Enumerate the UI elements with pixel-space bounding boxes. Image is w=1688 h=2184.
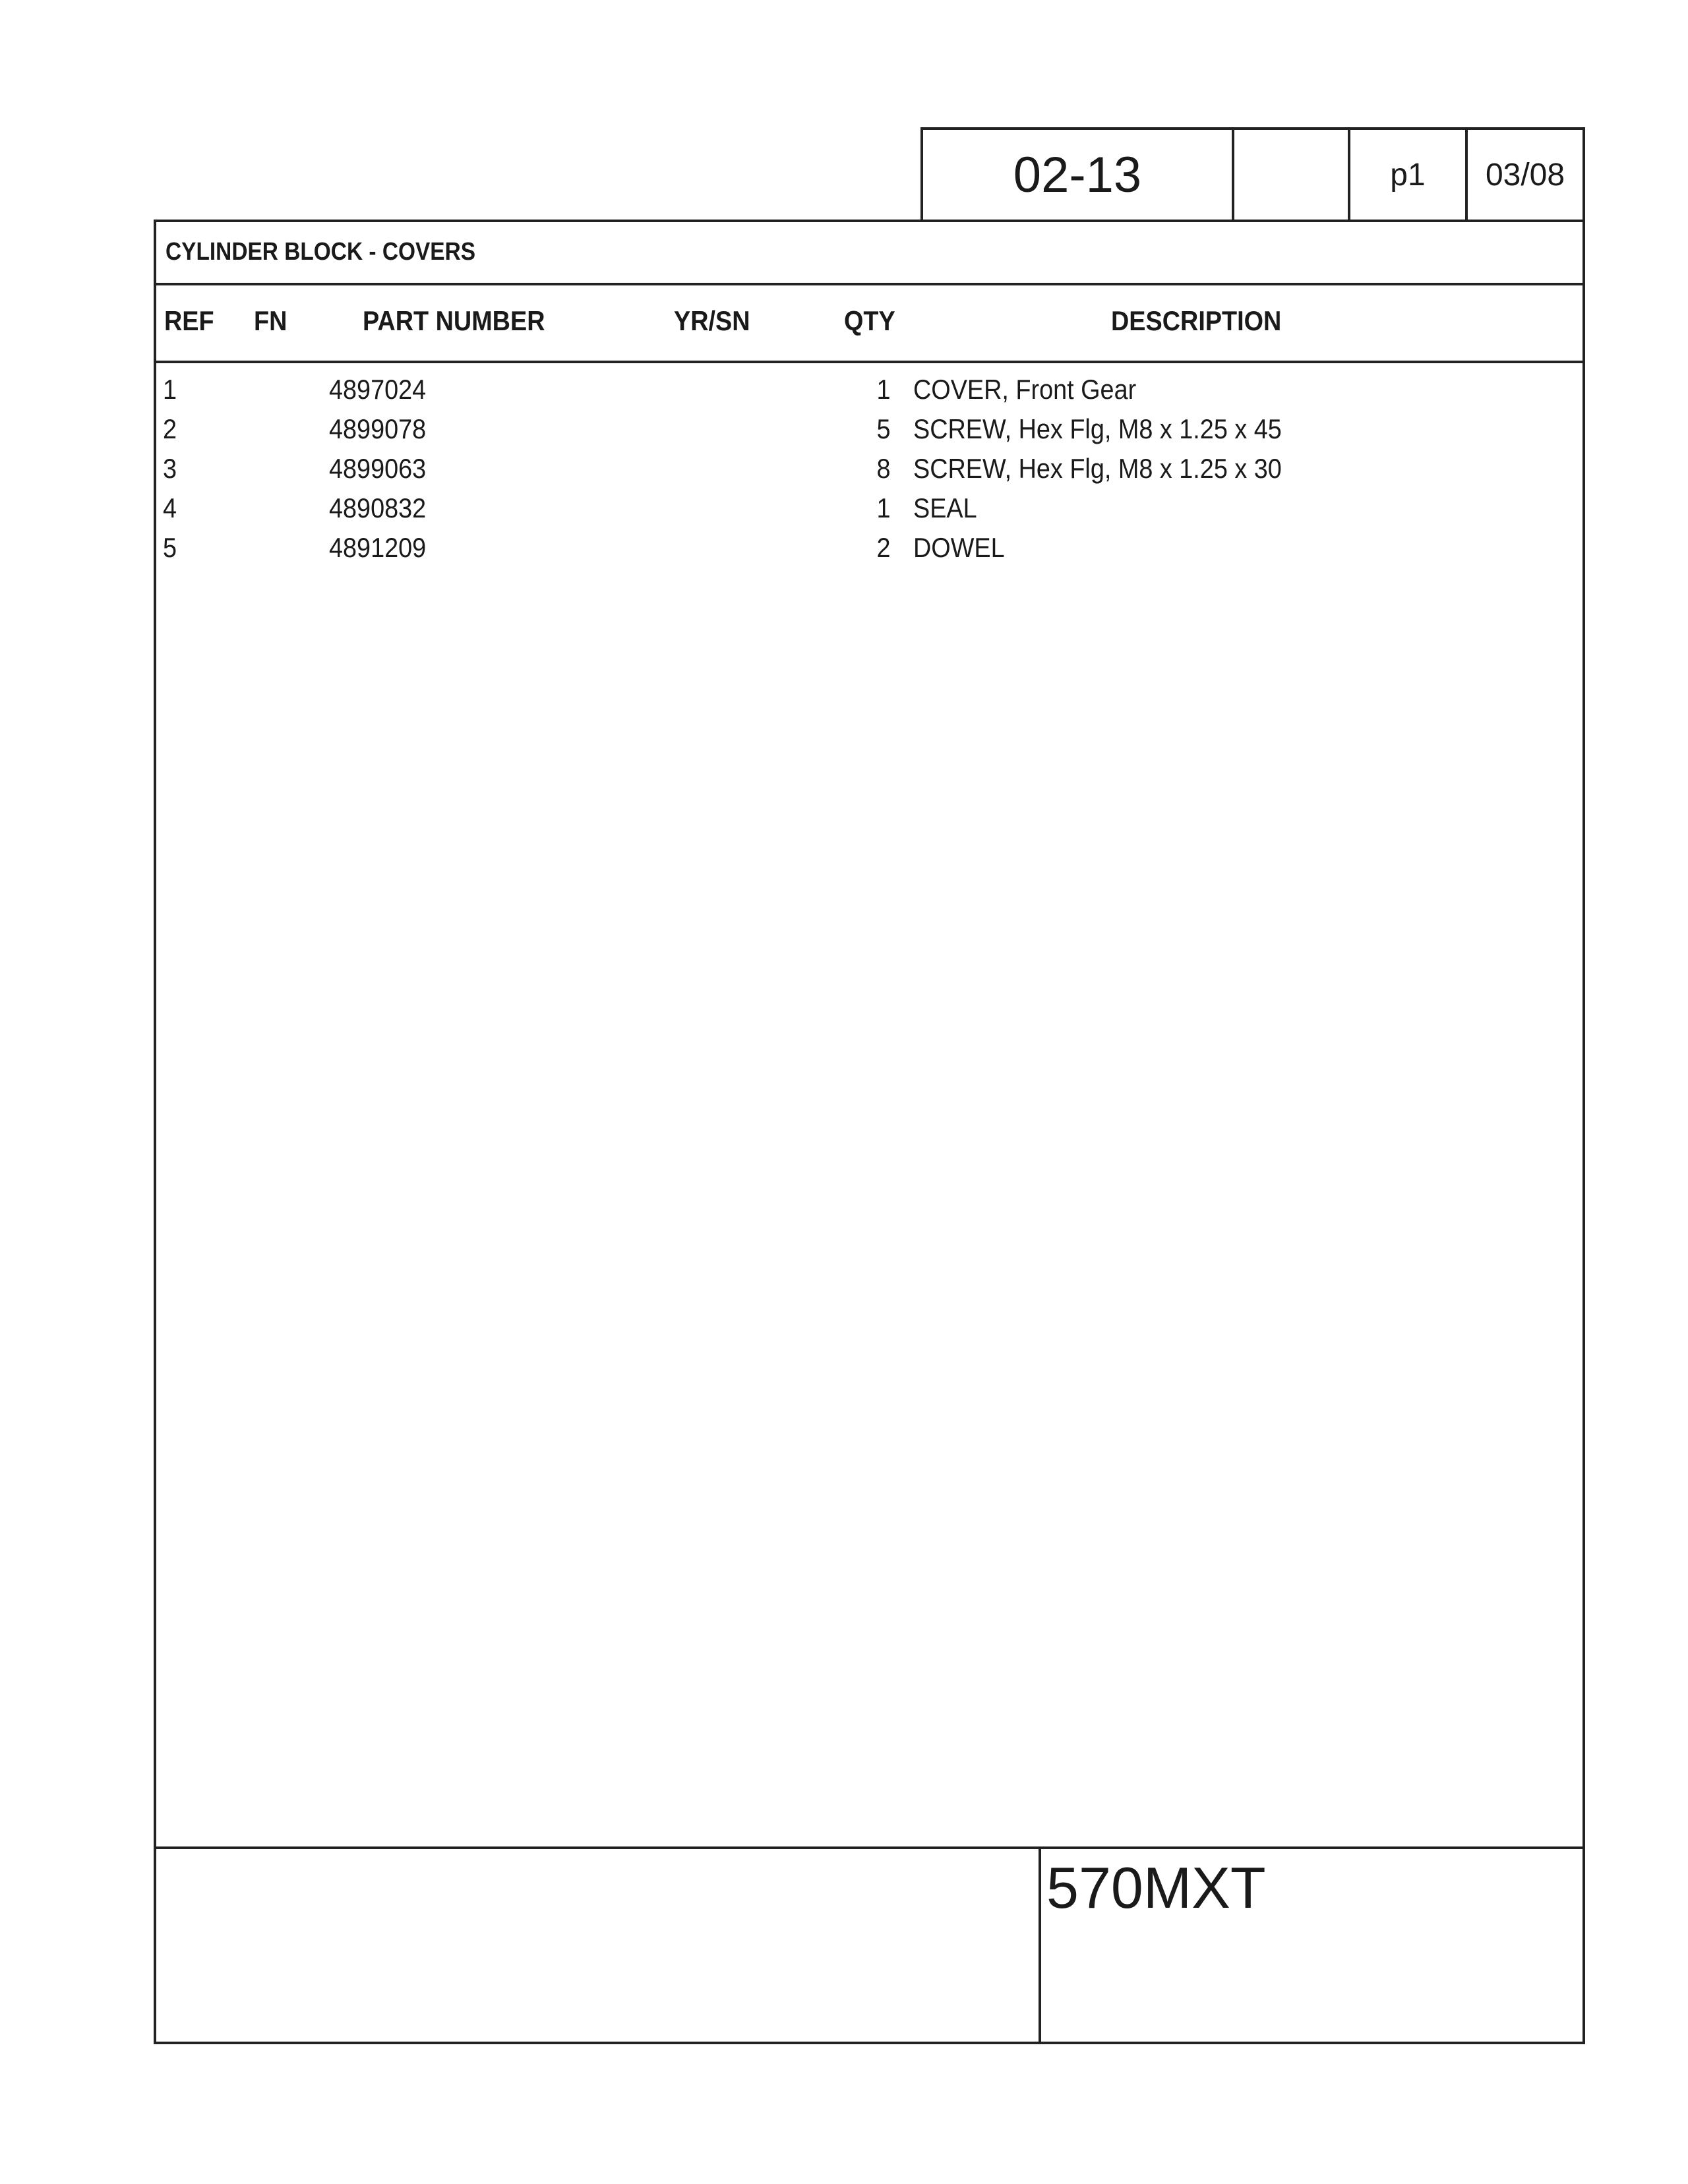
row-qty: 2 xyxy=(876,532,891,563)
column-header-ref: REF xyxy=(164,305,214,336)
column-header-row xyxy=(156,285,1582,363)
column-header-part-number: PART NUMBER xyxy=(363,305,545,336)
footer-divider xyxy=(1039,1849,1041,2044)
header-box xyxy=(920,127,1585,222)
column-header-qty: QTY xyxy=(844,305,895,336)
row-qty: 8 xyxy=(876,453,891,484)
row-ref: 5 xyxy=(163,532,177,563)
table-row xyxy=(156,374,1582,413)
table-row xyxy=(156,532,1582,572)
table-row xyxy=(156,413,1582,453)
table-row xyxy=(156,492,1582,532)
row-description: SCREW, Hex Flg, M8 x 1.25 x 45 xyxy=(913,413,1282,444)
footer-box xyxy=(156,1846,1582,2044)
title-row xyxy=(156,222,1582,285)
section-number: 02-13 xyxy=(923,130,1234,220)
row-description: SCREW, Hex Flg, M8 x 1.25 x 30 xyxy=(913,453,1282,484)
row-ref: 1 xyxy=(163,374,177,405)
row-part-number: 4899078 xyxy=(329,413,427,444)
revision-date: 03/08 xyxy=(1485,157,1565,192)
table-row xyxy=(156,453,1582,492)
row-qty: 1 xyxy=(876,374,891,405)
row-description: SEAL xyxy=(913,492,977,523)
parts-table-body xyxy=(156,374,1582,572)
row-qty: 1 xyxy=(876,492,891,523)
row-ref: 3 xyxy=(163,453,177,484)
row-description: DOWEL xyxy=(913,532,1005,563)
model-number: 570MXT xyxy=(1046,1855,1266,1920)
column-header-yr-sn: YR/SN xyxy=(674,305,750,336)
row-description: COVER, Front Gear xyxy=(913,374,1137,405)
row-ref: 2 xyxy=(163,413,177,444)
row-qty: 5 xyxy=(876,413,891,444)
row-part-number: 4897024 xyxy=(329,374,427,405)
column-header-description: DESCRIPTION xyxy=(1111,305,1282,336)
parts-list-frame xyxy=(154,220,1585,2044)
page-number: p1 xyxy=(1350,130,1468,220)
row-part-number: 4890832 xyxy=(329,492,427,523)
row-ref: 4 xyxy=(163,492,177,523)
column-header-fn: FN xyxy=(254,305,287,336)
row-part-number: 4891209 xyxy=(329,532,427,563)
page-title: CYLINDER BLOCK - COVERS xyxy=(166,238,476,266)
header-blank-cell xyxy=(1234,130,1350,220)
row-part-number: 4899063 xyxy=(329,453,427,484)
